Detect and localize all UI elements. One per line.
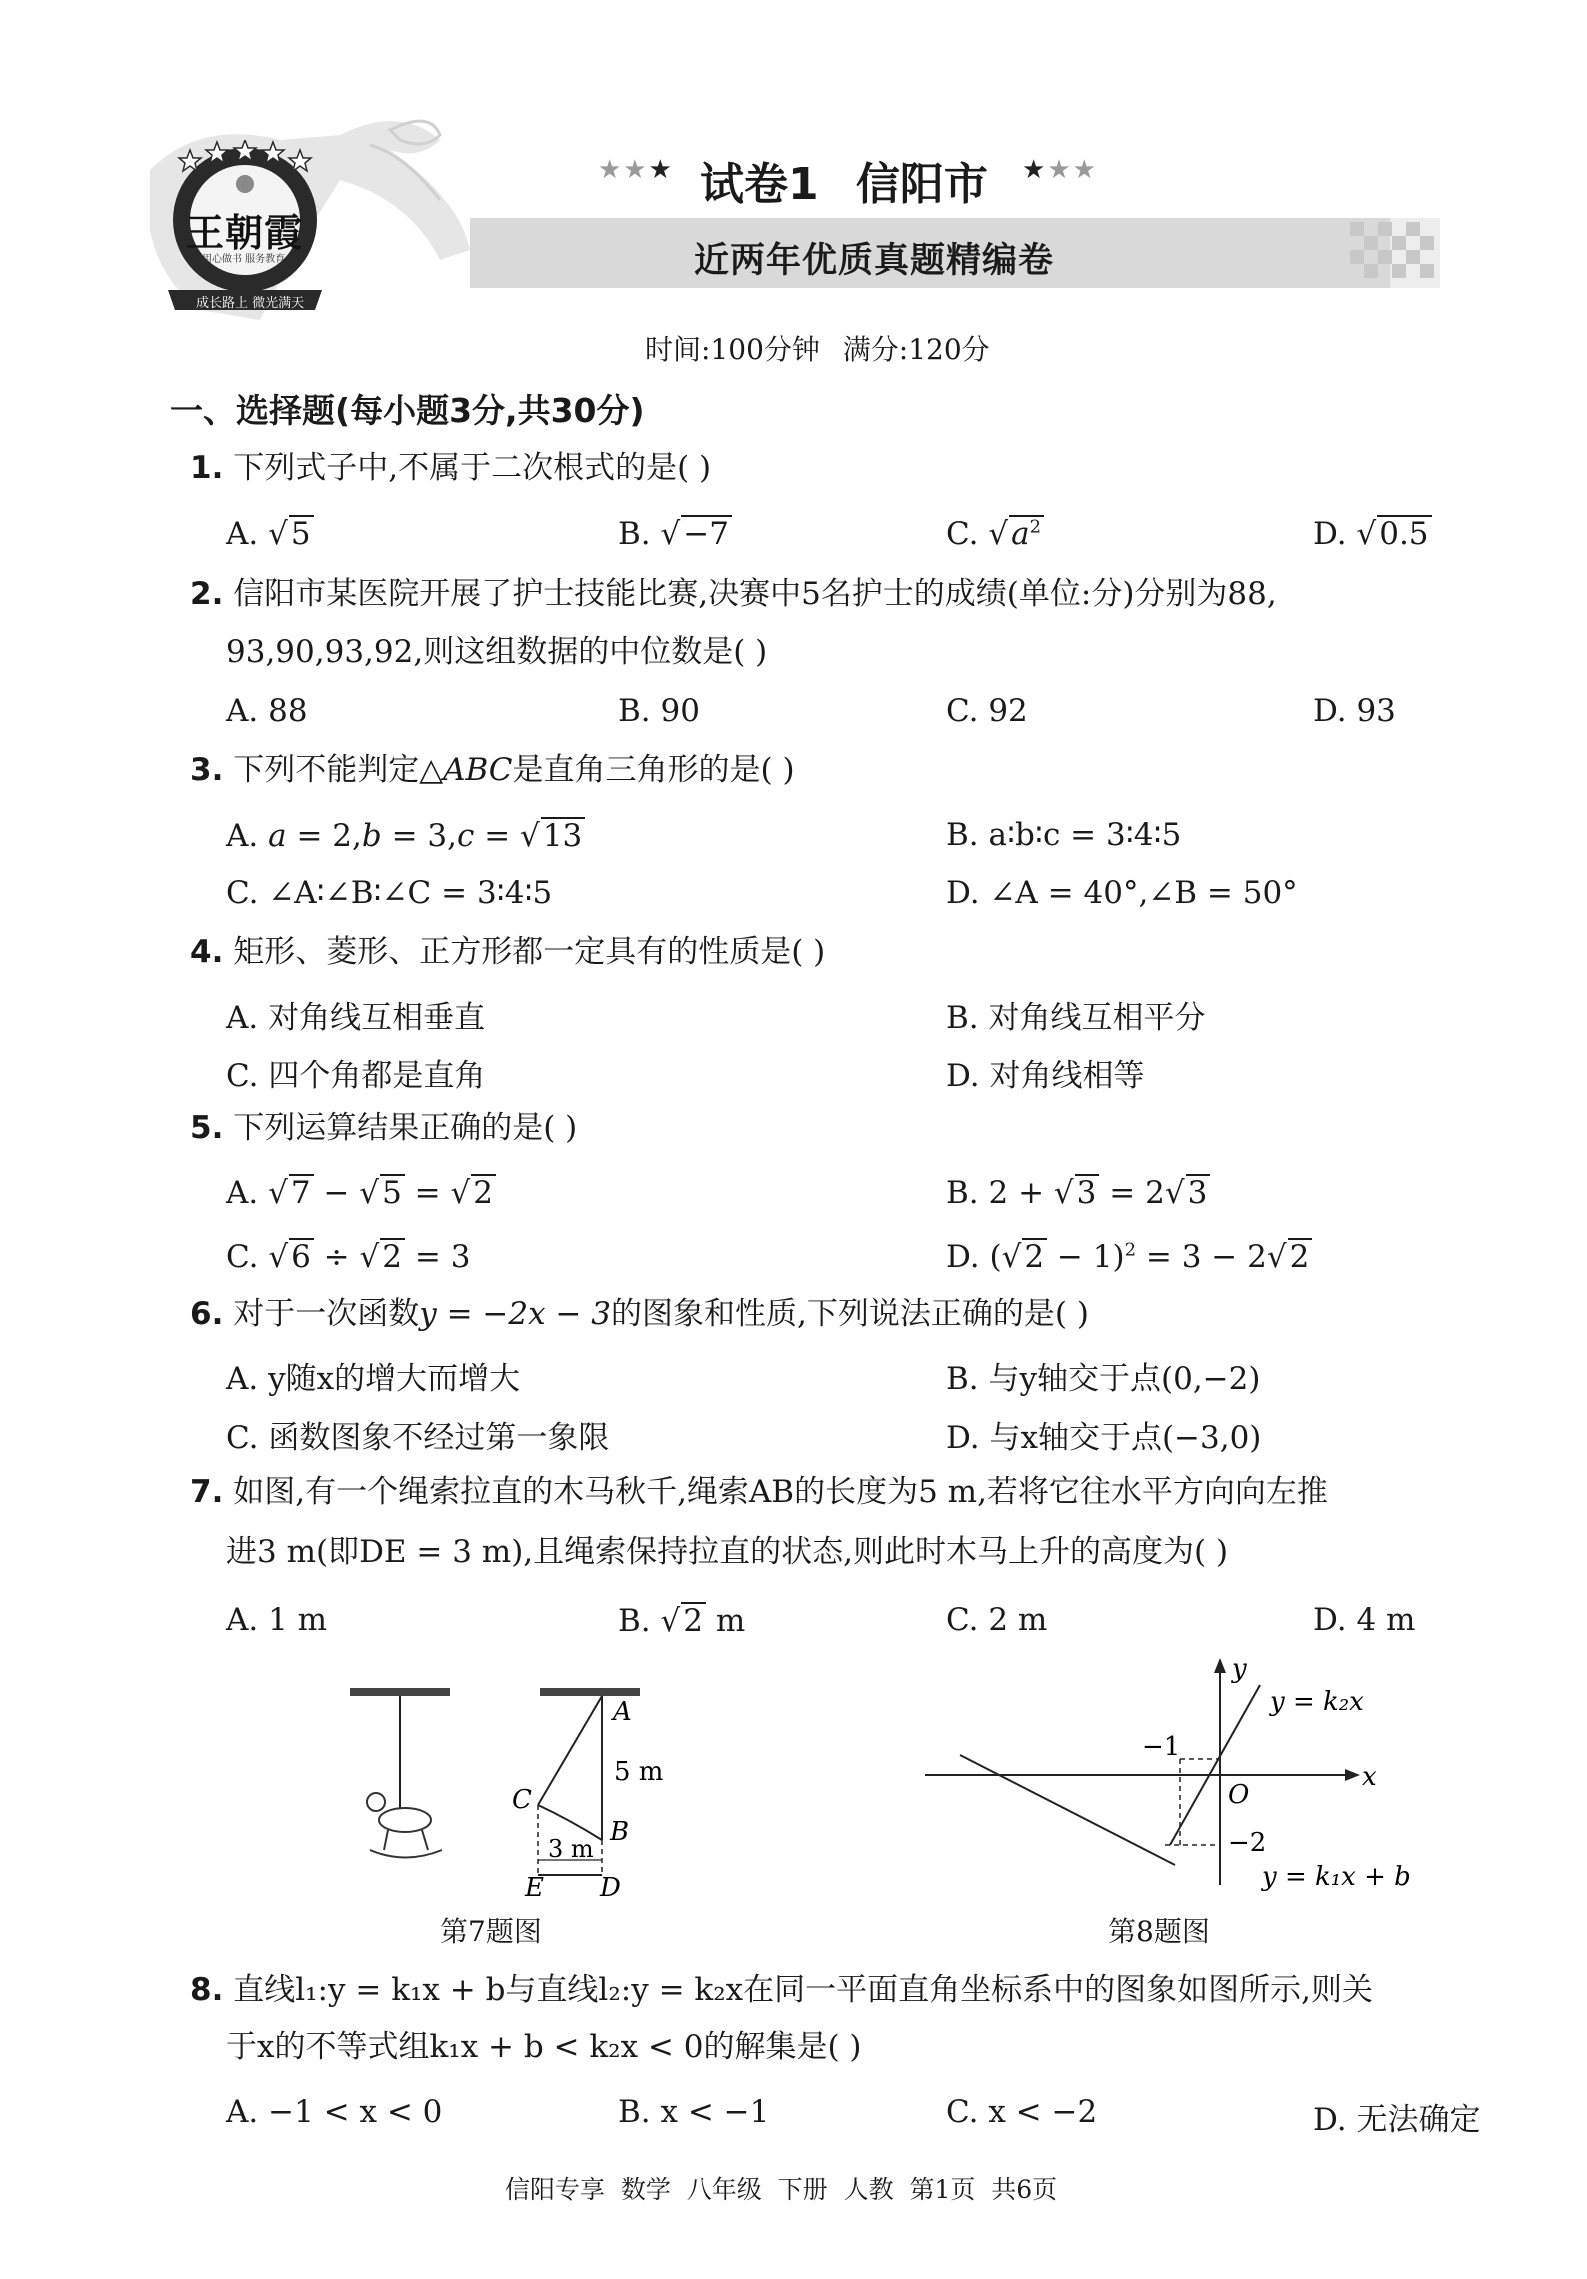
page-title: 试卷1 信阳市 xyxy=(700,159,988,210)
publisher-logo xyxy=(150,140,340,320)
label-de-length: 3 m xyxy=(548,1835,594,1863)
question-6: 6. 对于一次函数y = −2x − 3的图象和性质,下列说法正确的是( ) xyxy=(190,1296,1089,1332)
q1-option-d[interactable]: D. √0.5 xyxy=(1313,515,1432,552)
figure-8-caption: 第8题图 xyxy=(1108,1915,1210,1948)
q2-option-a[interactable]: A. 88 xyxy=(226,693,308,729)
q3-option-a[interactable]: A. a = 2,b = 3,c = √13 xyxy=(226,817,585,854)
label-x: x xyxy=(1362,1762,1377,1792)
question-7: 7. 如图,有一个绳索拉直的木马秋千,绳索AB的长度为5 m,若将它往水平方向向左推 xyxy=(190,1474,1328,1510)
q7-option-a[interactable]: A. 1 m xyxy=(226,1602,328,1638)
label-a: A xyxy=(613,1697,632,1727)
question-8-cont: 于x的不等式组k₁x + b < k₂x < 0的解集是( ) xyxy=(226,2029,862,2065)
question-3: 3. 下列不能判定△ABC是直角三角形的是( ) xyxy=(190,752,795,788)
q8-option-d[interactable]: D. 无法确定 xyxy=(1313,2102,1481,2138)
label-ab-length: 5 m xyxy=(614,1757,664,1787)
q7-option-b[interactable]: B. √2 m xyxy=(618,1603,746,1639)
page-footer: 信阳专享 数学 八年级 下册 人教 第1页 共6页 xyxy=(505,2175,1058,2204)
label-l1: y = k₁x + b xyxy=(1262,1862,1411,1892)
line-l1 xyxy=(960,1755,1175,1865)
q1-option-b[interactable]: B. √−7 xyxy=(618,515,732,552)
question-2: 2. 信阳市某医院开展了护士技能比赛,决赛中5名护士的成绩(单位:分)分别为88, xyxy=(190,576,1277,612)
label-minus1: −1 xyxy=(1142,1732,1181,1762)
label-y: y xyxy=(1232,1655,1247,1684)
question-stem: 下列式子中,不属于二次根式的是( ) xyxy=(233,450,712,486)
q6-option-b[interactable]: B. 与y轴交于点(0,−2) xyxy=(946,1361,1261,1397)
q6-option-c[interactable]: C. 函数图象不经过第一象限 xyxy=(226,1420,610,1456)
q8-option-b[interactable]: B. x < −1 xyxy=(618,2094,770,2130)
swing-bar-right xyxy=(540,1688,640,1696)
q4-option-a[interactable]: A. 对角线互相垂直 xyxy=(226,1000,486,1036)
label-b: B xyxy=(610,1817,630,1847)
q7-option-c[interactable]: C. 2 m xyxy=(946,1602,1048,1638)
question-7-cont: 进3 m(即DE = 3 m),且绳索保持拉直的状态,则此时木马上升的高度为( ) xyxy=(226,1534,1229,1570)
title-stars-right: ★★★ xyxy=(1022,155,1098,185)
label-origin: O xyxy=(1228,1780,1250,1810)
label-c: C xyxy=(512,1785,532,1815)
question-4: 4. 矩形、菱形、正方形都一定具有的性质是( ) xyxy=(190,934,826,970)
q4-option-b[interactable]: B. 对角线互相平分 xyxy=(946,1000,1206,1036)
q4-option-d[interactable]: D. 对角线相等 xyxy=(946,1058,1145,1094)
q2-option-b[interactable]: B. 90 xyxy=(618,693,700,729)
figure-8 xyxy=(920,1655,1420,1905)
x-axis-arrow-icon xyxy=(1345,1769,1360,1781)
line-l2 xyxy=(1170,1685,1260,1845)
q8-option-a[interactable]: A. −1 < x < 0 xyxy=(226,2094,443,2130)
rocking-horse-icon xyxy=(367,1793,442,1858)
y-axis-arrow-icon xyxy=(1214,1658,1226,1673)
q3-option-d[interactable]: D. ∠A = 40°,∠B = 50° xyxy=(946,875,1298,911)
time-score-line: 时间:100分钟 满分:120分 xyxy=(645,333,990,366)
q3-option-c[interactable]: C. ∠A∶∠B∶∠C = 3∶4∶5 xyxy=(226,875,553,911)
q6-option-a[interactable]: A. y随x的增大而增大 xyxy=(226,1361,521,1397)
q5-option-c[interactable]: C. √6 ÷ √2 = 3 xyxy=(226,1239,471,1275)
page-subtitle: 近两年优质真题精编卷 xyxy=(694,241,1055,281)
label-minus2: −2 xyxy=(1228,1828,1267,1858)
q3-option-b[interactable]: B. a∶b∶c = 3∶4∶5 xyxy=(946,817,1182,853)
q5-option-b[interactable]: B. 2 + √3 = 2√3 xyxy=(946,1174,1210,1211)
logo-brand: 王朝霞 xyxy=(186,210,304,255)
q2-option-c[interactable]: C. 92 xyxy=(946,693,1028,729)
label-d: D xyxy=(600,1873,621,1900)
swing-bar-left xyxy=(350,1688,450,1696)
q5-option-d[interactable]: D. $(√2 - 1)^2 = 3 - 2√2$ xyxy=(946,1238,1312,1275)
figure-7 xyxy=(330,1670,720,1900)
logo-slogan: 用心做书 服务教育 xyxy=(202,254,286,265)
label-l2: y = k₂x xyxy=(1270,1687,1364,1717)
q1-option-c[interactable]: C. $√a^2$ xyxy=(946,515,1044,552)
question-2-cont: 93,90,93,92,则这组数据的中位数是( ) xyxy=(226,634,768,670)
question-8: 8. 直线l₁:y = k₁x + b与直线l₂:y = k₂x在同一平面直角坐标系中的图象如图所示,则关 xyxy=(190,1972,1373,2008)
question-1 xyxy=(190,446,711,490)
q8-option-c[interactable]: C. x < −2 xyxy=(946,2094,1098,2130)
q6-option-d[interactable]: D. 与x轴交于点(−3,0) xyxy=(946,1420,1262,1456)
section-title: 一、选择题(每小题3分,共30分) xyxy=(170,391,645,430)
label-e: E xyxy=(525,1873,544,1900)
logo-banner: 成长路上 微光满天 xyxy=(196,296,305,311)
logo-ring-text xyxy=(150,140,159,141)
q5-option-a[interactable]: A. √7 − √5 = √2 xyxy=(226,1174,496,1211)
question-number: 1. xyxy=(190,450,224,486)
q2-option-d[interactable]: D. 93 xyxy=(1313,693,1396,729)
q4-option-c[interactable]: C. 四个角都是直角 xyxy=(226,1058,486,1094)
q7-option-d[interactable]: D. 4 m xyxy=(1313,1602,1416,1638)
q1-option-a[interactable]: A. √5 xyxy=(226,515,314,552)
title-stars-left: ★★★ xyxy=(598,155,674,185)
question-5: 5. 下列运算结果正确的是( ) xyxy=(190,1110,578,1146)
figure-7-caption: 第7题图 xyxy=(440,1915,542,1948)
